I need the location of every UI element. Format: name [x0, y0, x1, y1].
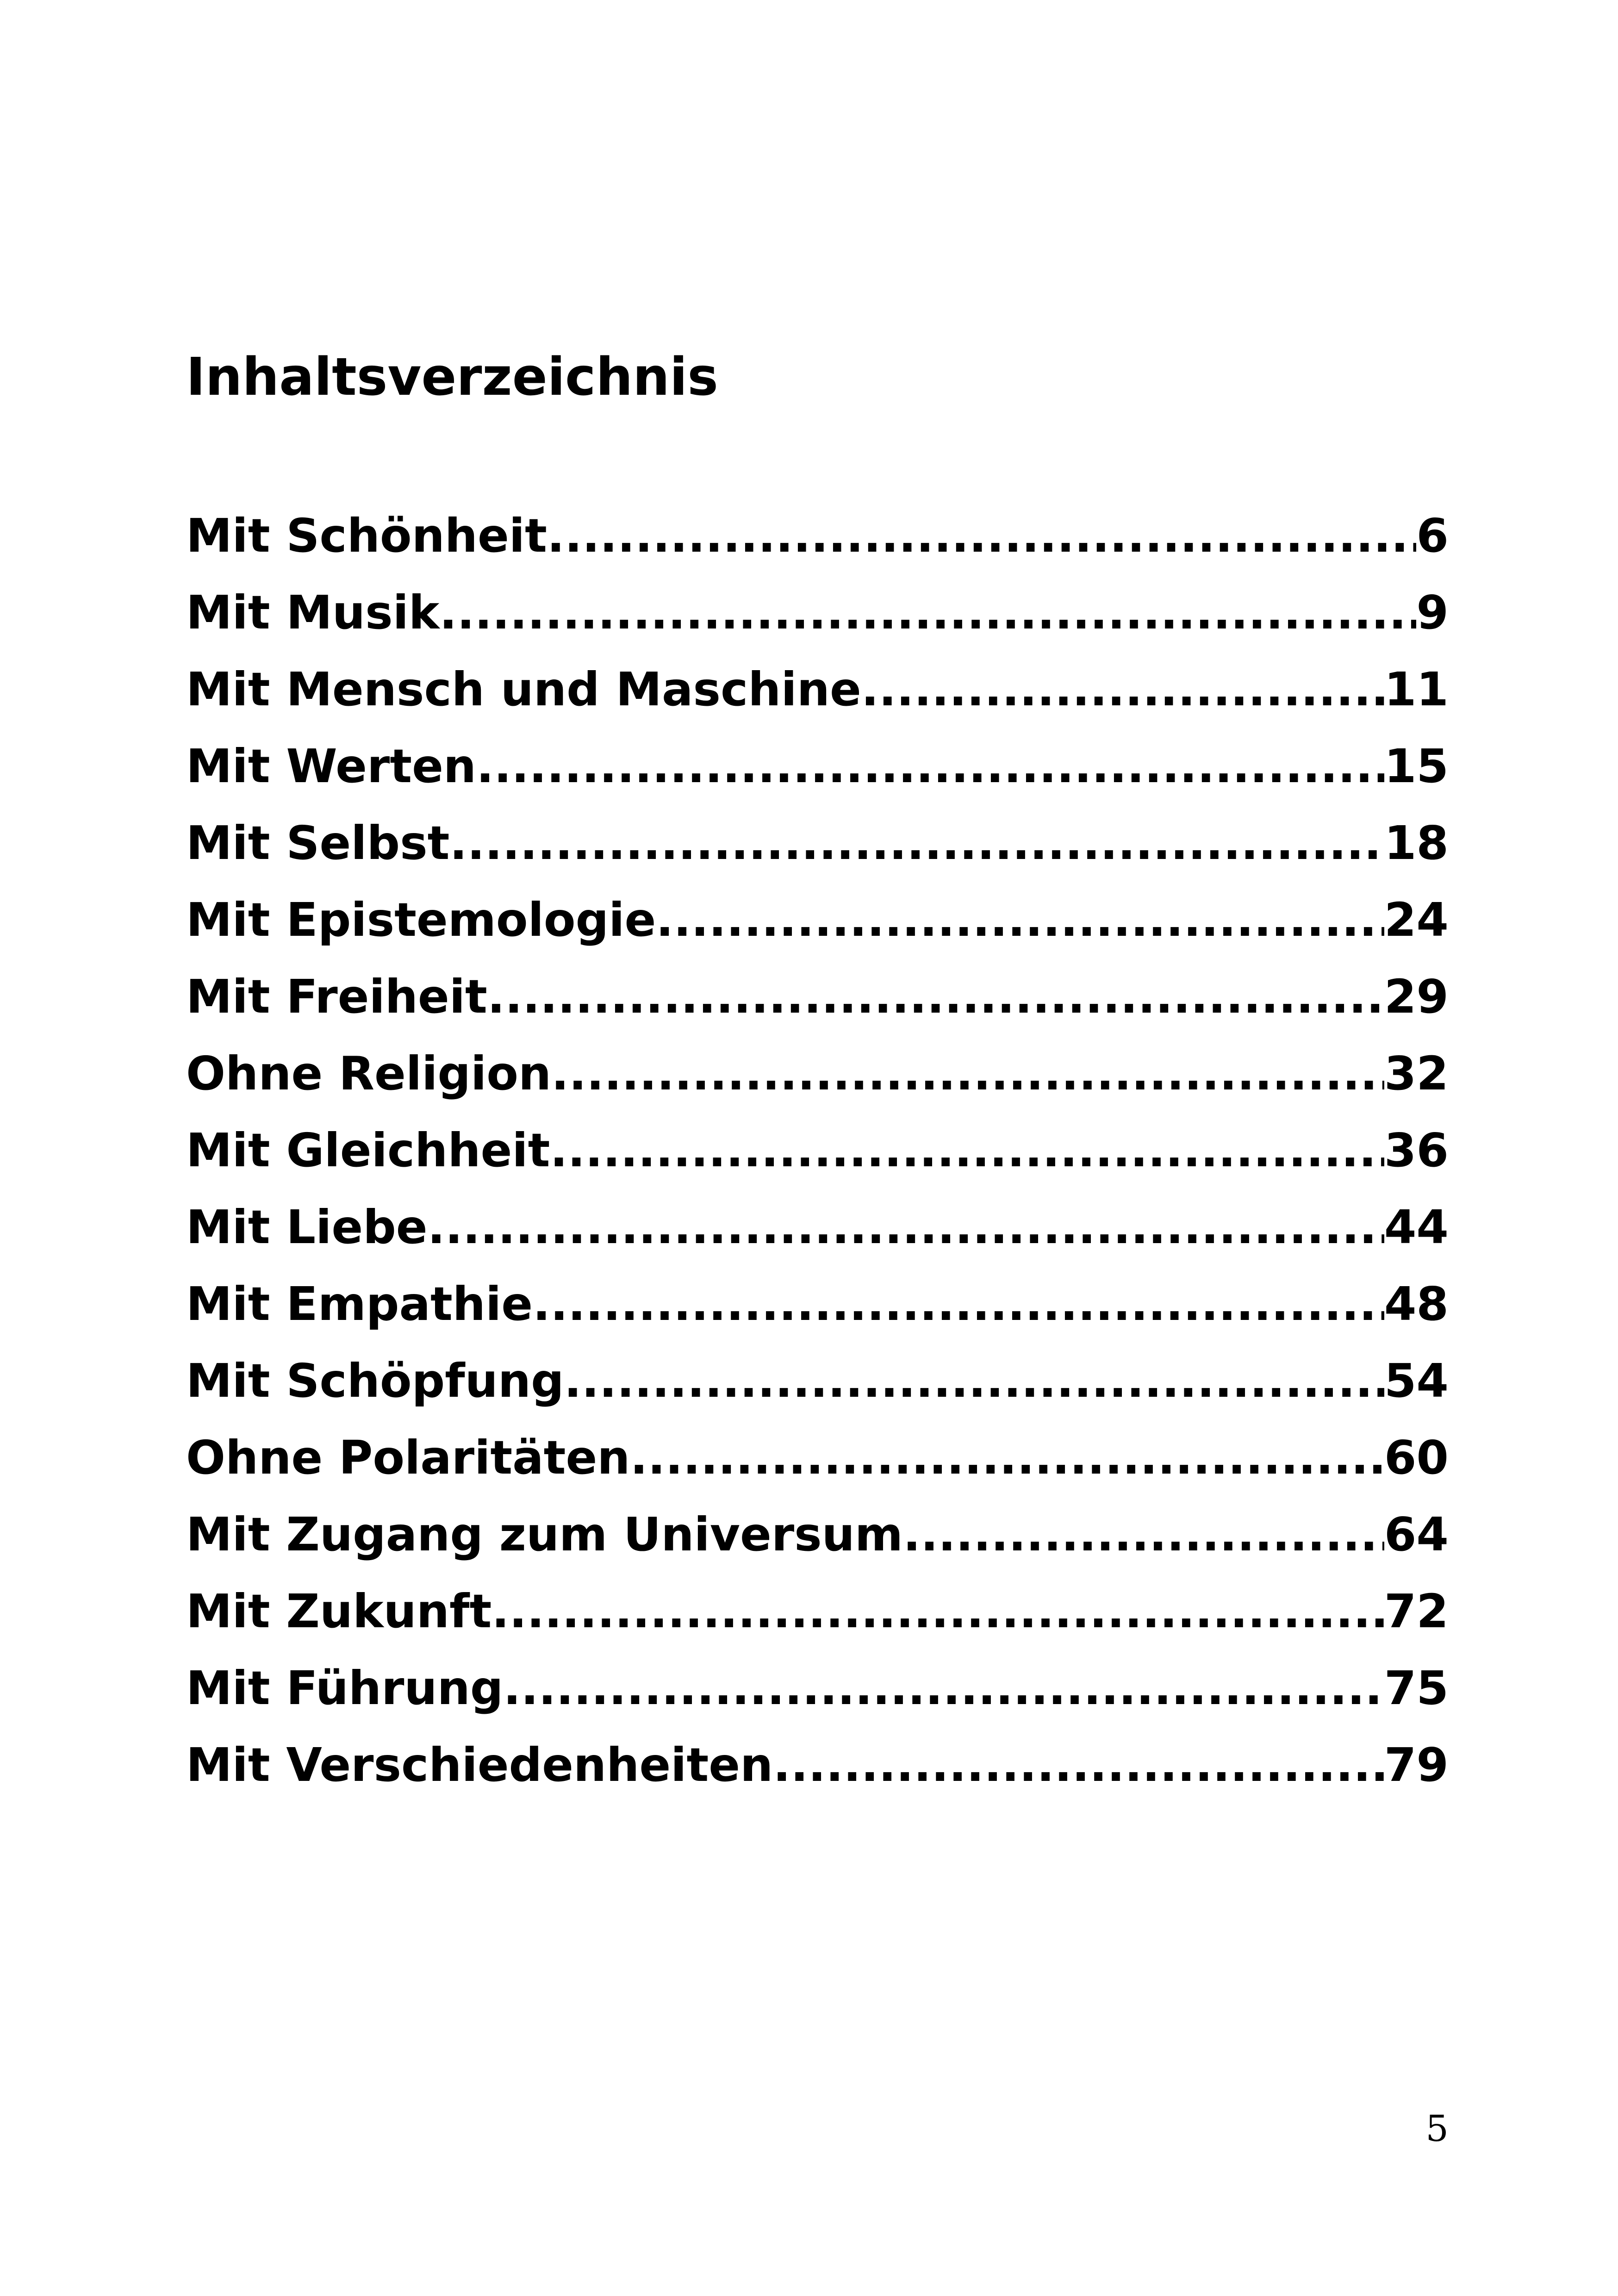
- toc-entry[interactable]: [186, 651, 1449, 728]
- toc-entry[interactable]: [186, 1650, 1449, 1727]
- toc-entry[interactable]: [186, 1189, 1449, 1266]
- toc-entry-label: Mit Selbst: [186, 816, 450, 870]
- toc-entry-page: 79: [1384, 1738, 1449, 1792]
- toc-title: Inhaltsverzeichnis: [186, 347, 718, 407]
- toc-entry-label: Mit Werten: [186, 739, 477, 793]
- toc-dot-leader: [656, 882, 1384, 958]
- toc-entry[interactable]: [186, 1343, 1449, 1419]
- toc-entry-page: 29: [1384, 970, 1449, 1024]
- toc-entry-label: Mit Liebe: [186, 1200, 428, 1254]
- toc-entry-label: Mit Schöpfung: [186, 1354, 564, 1408]
- toc-entry-page: 60: [1384, 1431, 1449, 1485]
- toc-dot-leader: [551, 1035, 1384, 1112]
- toc-entry[interactable]: [186, 728, 1449, 805]
- toc-dot-leader: [487, 958, 1384, 1035]
- toc-entry-label: Mit Zugang zum Universum: [186, 1507, 903, 1562]
- toc-entry[interactable]: [186, 1573, 1449, 1650]
- toc-dot-leader: [773, 1727, 1384, 1804]
- toc-dot-leader: [476, 728, 1384, 805]
- toc-entry-label: Mit Freiheit: [186, 970, 487, 1024]
- toc-dot-leader: [492, 1573, 1384, 1650]
- toc-dot-leader: [533, 1266, 1384, 1343]
- toc-entry[interactable]: [186, 1496, 1449, 1573]
- page-number: 5: [1425, 2108, 1449, 2150]
- toc-entry[interactable]: [186, 958, 1449, 1035]
- toc-entry[interactable]: [186, 574, 1449, 651]
- toc-dot-leader: [903, 1496, 1384, 1573]
- toc-entry[interactable]: [186, 1266, 1449, 1343]
- toc-dot-leader: [428, 1189, 1384, 1266]
- toc-entry-page: 32: [1384, 1046, 1449, 1101]
- toc-entry-label: Mit Schönheit: [186, 509, 547, 563]
- toc-entry-page: 18: [1384, 816, 1449, 870]
- toc-entry-label: Mit Epistemologie: [186, 893, 656, 947]
- toc-entry-page: 36: [1384, 1123, 1449, 1177]
- toc-entry[interactable]: [186, 498, 1449, 574]
- toc-entry-label: Mit Verschiedenheiten: [186, 1738, 773, 1792]
- toc-entry-label: Mit Gleichheit: [186, 1123, 550, 1177]
- toc-entry[interactable]: [186, 882, 1449, 958]
- toc-entry[interactable]: [186, 1112, 1449, 1189]
- toc-entry[interactable]: [186, 1035, 1449, 1112]
- toc-dot-leader: [503, 1650, 1384, 1727]
- toc-dot-leader: [861, 651, 1384, 728]
- toc-entry-label: Mit Führung: [186, 1661, 504, 1715]
- toc-entry-page: 6: [1416, 509, 1449, 563]
- toc-entry[interactable]: [186, 805, 1449, 882]
- toc-entry-page: 44: [1384, 1200, 1449, 1254]
- toc-dot-leader: [564, 1343, 1384, 1419]
- toc-dot-leader: [439, 574, 1416, 651]
- toc-entry-label: Mit Musik: [186, 585, 440, 640]
- toc-entry-page: 75: [1384, 1661, 1449, 1715]
- toc-entry-label: Mit Empathie: [186, 1277, 533, 1331]
- toc-entry[interactable]: [186, 1419, 1449, 1496]
- toc-list: [186, 498, 1449, 1804]
- toc-entry-page: 11: [1384, 662, 1449, 716]
- toc-entry-page: 72: [1384, 1584, 1449, 1638]
- toc-entry-page: 64: [1384, 1507, 1449, 1562]
- toc-entry-label: Mit Mensch und Maschine: [186, 662, 861, 716]
- toc-entry-label: Ohne Religion: [186, 1046, 552, 1101]
- toc-entry[interactable]: [186, 1727, 1449, 1804]
- toc-entry-label: Ohne Polaritäten: [186, 1431, 630, 1485]
- toc-entry-page: 24: [1384, 893, 1449, 947]
- toc-entry-page: 9: [1416, 585, 1449, 640]
- toc-entry-label: Mit Zukunft: [186, 1584, 492, 1638]
- toc-dot-leader: [630, 1419, 1384, 1496]
- toc-dot-leader: [547, 498, 1417, 574]
- toc-dot-leader: [550, 1112, 1384, 1189]
- toc-entry-page: 54: [1384, 1354, 1449, 1408]
- toc-entry-page: 15: [1384, 739, 1449, 793]
- toc-dot-leader: [449, 805, 1384, 882]
- toc-entry-page: 48: [1384, 1277, 1449, 1331]
